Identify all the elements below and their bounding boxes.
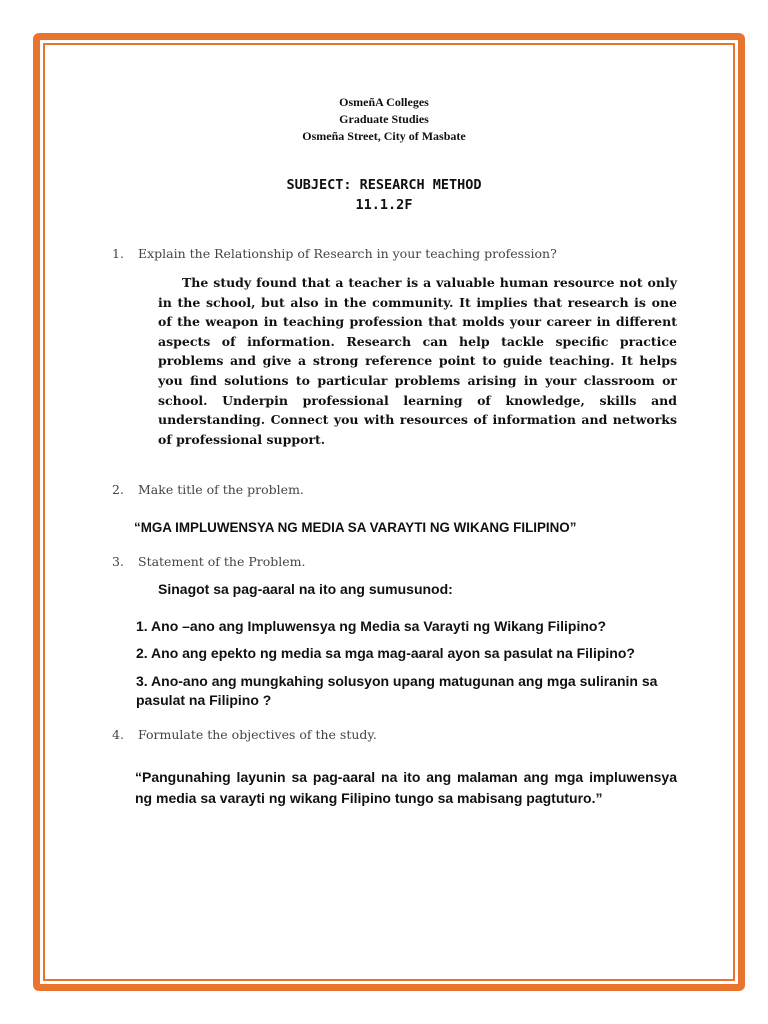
question-text: Formulate the objectives of the study. bbox=[138, 727, 377, 742]
question-1 bbox=[112, 245, 672, 263]
college-name: OsmeñA Colleges bbox=[339, 95, 429, 109]
question-number: 2. bbox=[112, 482, 124, 497]
question-text: Statement of the Problem. bbox=[138, 554, 306, 569]
question-number: 4. bbox=[112, 727, 124, 742]
problem-intro: Sinagot sa pag-aaral na ito ang sumusunod: bbox=[158, 581, 453, 597]
objective-paragraph: “Pangunahing layunin sa pag-aaral na ito ang malaman ang mga impluwensya ng media sa varayti ng wikang Filipino tungo sa mabisang pagtuturo.” bbox=[135, 769, 677, 806]
question-number: 3. bbox=[112, 554, 124, 569]
subject-code: 11.1.2F bbox=[355, 197, 413, 213]
subject-title: SUBJECT: RESEARCH METHOD bbox=[286, 177, 482, 193]
problem-item-3: 3. Ano-ano ang mungkahing solusyon upang matugunan ang mga suliranin sa pasulat na Filipino ? bbox=[136, 673, 658, 708]
problem-title: “MGA IMPLUWENSYA NG MEDIA SA VARAYTI NG WIKANG FILIPINO” bbox=[134, 520, 577, 535]
question-text: Make title of the problem. bbox=[138, 482, 304, 497]
question-4 bbox=[112, 726, 672, 744]
answer-1-paragraph: The study found that a teacher is a valuable human resource not only in the school, but also in the community. It implies that research is one of the weapon in teaching profession that molds your career in different aspects of information. Research can help tackle specific practice problems and give a strong reference point to guide teaching. It helps you find solutions to particular problems arising in your classroom or school. Underpin professional learning of knowledge, skills and understanding. Connect you with resources of information and networks of professional support. bbox=[158, 275, 677, 447]
question-3 bbox=[112, 553, 672, 571]
problem-item-2: 2. Ano ang epekto ng media sa mga mag-aaral ayon sa pasulat na Filipino? bbox=[136, 645, 635, 661]
problem-item-1: 1. Ano –ano ang Impluwensya ng Media sa Varayti ng Wikang Filipino? bbox=[136, 618, 606, 634]
college-address: Osmeña Street, City of Masbate bbox=[302, 129, 466, 143]
department-name: Graduate Studies bbox=[339, 112, 429, 126]
question-number: 1. bbox=[112, 246, 124, 261]
question-text: Explain the Relationship of Research in your teaching profession? bbox=[138, 246, 557, 261]
question-2 bbox=[112, 481, 672, 499]
